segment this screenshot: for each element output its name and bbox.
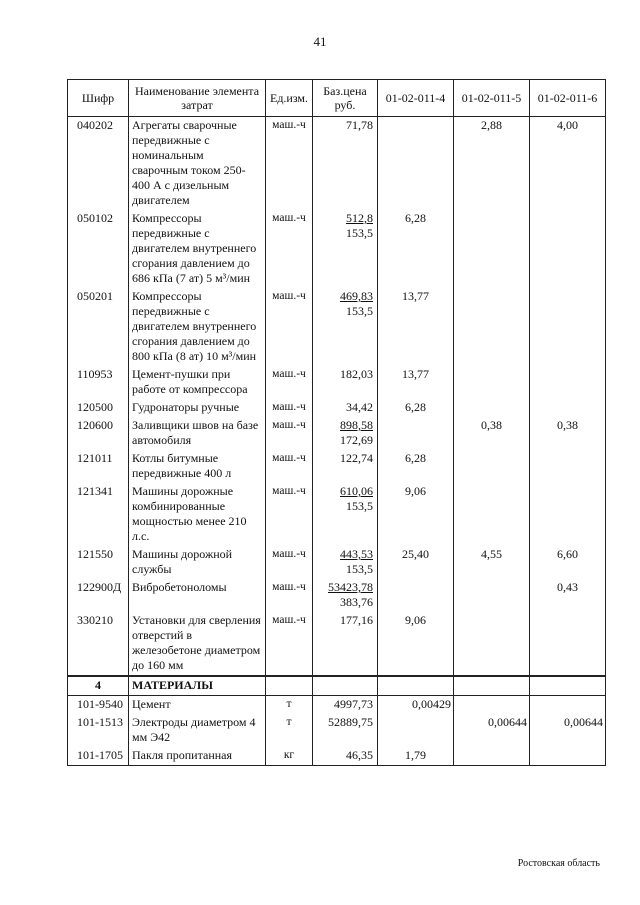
cell-col-c <box>530 483 606 546</box>
cell-code: 050102 <box>68 210 129 288</box>
price-value: 34,42 <box>346 400 373 414</box>
cell-col-c: 0,00644 <box>530 714 606 747</box>
cell-code: 122900Д <box>68 579 129 612</box>
cell-code: 050201 <box>68 288 129 366</box>
cell-col-b: 4,55 <box>454 546 530 579</box>
header-col-a: 01-02-011-4 <box>378 80 454 117</box>
cell-name: Компрессоры передвижные с двигателем внутреннего сгорания давлением до 686 кПа (7 ат) 5 м³/мин <box>129 210 266 288</box>
cell-col-a <box>378 417 454 450</box>
table-row <box>68 579 606 612</box>
price-secondary: 153,5 <box>346 226 373 240</box>
cell-code: 101-9540 <box>68 696 129 715</box>
cell-col-a: 6,28 <box>378 399 454 417</box>
cell-unit: маш.-ч <box>266 399 313 417</box>
price-value: 512,8 <box>346 211 373 225</box>
cell-col-b <box>454 450 530 483</box>
header-name: Наименование элемента затрат <box>129 80 266 117</box>
table-row <box>68 483 606 546</box>
cell-price <box>313 117 378 211</box>
cell-name: Машины дорожные комбинированные мощностью менее 210 л.с. <box>129 483 266 546</box>
header-col-c: 01-02-011-6 <box>530 80 606 117</box>
price-value: 610,06 <box>340 484 373 498</box>
cell-col-a: 6,28 <box>378 450 454 483</box>
table-row <box>68 288 606 366</box>
cell-unit: маш.-ч <box>266 210 313 288</box>
table-row <box>68 399 606 417</box>
cell-name: Заливщики швов на базе автомобиля <box>129 417 266 450</box>
price-secondary: 383,76 <box>340 595 373 609</box>
cell-col-c <box>530 210 606 288</box>
cell-col-b <box>454 696 530 715</box>
cell-name: Цемент-пушки при работе от компрессора <box>129 366 266 399</box>
cell-code: 330210 <box>68 612 129 676</box>
cell-price <box>313 288 378 366</box>
cell-col-c <box>530 612 606 676</box>
cell-col-c <box>530 747 606 766</box>
cell-unit: маш.-ч <box>266 417 313 450</box>
header-col-b: 01-02-011-5 <box>454 80 530 117</box>
cell-unit: маш.-ч <box>266 288 313 366</box>
cell-price <box>313 366 378 399</box>
cell-name: Агрегаты сварочные передвижные с номинальным сварочным током 250-400 А с дизельным двигателем <box>129 117 266 211</box>
cell-code: 040202 <box>68 117 129 211</box>
cell-col-a: 13,77 <box>378 288 454 366</box>
cell-name: Гудронаторы ручные <box>129 399 266 417</box>
price-value: 71,78 <box>346 118 373 132</box>
cell-name: Компрессоры передвижные с двигателем внутреннего сгорания давлением до 800 кПа (8 ат) 10 м³/мин <box>129 288 266 366</box>
cell-code: 101-1705 <box>68 747 129 766</box>
cell-unit: маш.-ч <box>266 546 313 579</box>
cell-col-c <box>530 366 606 399</box>
price-secondary: 153,5 <box>346 304 373 318</box>
cell-name: Котлы битумные передвижные 400 л <box>129 450 266 483</box>
header-price: Баз.цена руб. <box>313 80 378 117</box>
cell-code: 121341 <box>68 483 129 546</box>
cell-col-b: 0,00644 <box>454 714 530 747</box>
table-row <box>68 546 606 579</box>
cell-col-a: 1,79 <box>378 747 454 766</box>
cell-col-c: 4,00 <box>530 117 606 211</box>
cell-unit: т <box>266 696 313 715</box>
price-value: 182,03 <box>340 367 373 381</box>
price-value: 53423,78 <box>328 580 373 594</box>
cell-price <box>313 546 378 579</box>
table-row <box>68 117 606 211</box>
cell-col-c: 6,60 <box>530 546 606 579</box>
page-number: 41 <box>313 34 327 49</box>
cell-price: 4997,73 <box>313 696 378 715</box>
cell-col-b: 2,88 <box>454 117 530 211</box>
price-value: 898,58 <box>340 418 373 432</box>
header-code: Шифр <box>68 80 129 117</box>
cell-col-b: 0,38 <box>454 417 530 450</box>
cell-name: Вибробетоноломы <box>129 579 266 612</box>
cell-col-b <box>454 210 530 288</box>
price-value: 443,53 <box>340 547 373 561</box>
cell-col-c: 0,38 <box>530 417 606 450</box>
cell-code: 120600 <box>68 417 129 450</box>
table-row <box>68 696 606 715</box>
cell-price <box>313 483 378 546</box>
table-header-row <box>68 80 606 117</box>
cell-unit: кг <box>266 747 313 766</box>
cell-col-a <box>378 579 454 612</box>
cell-name: Пакля пропитанная <box>129 747 266 766</box>
cell-code: 120500 <box>68 399 129 417</box>
price-value: 122,74 <box>340 451 373 465</box>
cell-unit: маш.-ч <box>266 117 313 211</box>
cell-price <box>313 399 378 417</box>
cell-col-a <box>378 117 454 211</box>
cell-unit: маш.-ч <box>266 483 313 546</box>
table-row <box>68 714 606 747</box>
cell-col-c <box>530 399 606 417</box>
price-secondary: 153,5 <box>346 562 373 576</box>
cell-col-a: 25,40 <box>378 546 454 579</box>
table-row <box>68 366 606 399</box>
cell-col-c <box>530 288 606 366</box>
cell-col-c <box>530 450 606 483</box>
section-number: 4 <box>68 676 129 696</box>
table-row <box>68 612 606 676</box>
cell-name: Электроды диаметром 4 мм Э42 <box>129 714 266 747</box>
cell-code: 121550 <box>68 546 129 579</box>
cell-col-b <box>454 483 530 546</box>
table-body <box>68 117 606 766</box>
cell-col-b <box>454 288 530 366</box>
cell-col-a: 6,28 <box>378 210 454 288</box>
cell-price: 52889,75 <box>313 714 378 747</box>
cell-col-c <box>530 696 606 715</box>
cell-price <box>313 450 378 483</box>
cell-col-a: 9,06 <box>378 612 454 676</box>
header-unit: Ед.изм. <box>266 80 313 117</box>
cell-name: Цемент <box>129 696 266 715</box>
cell-col-a: 13,77 <box>378 366 454 399</box>
table-row <box>68 450 606 483</box>
cell-name: Машины дорожной службы <box>129 546 266 579</box>
cell-unit: маш.-ч <box>266 612 313 676</box>
cell-price <box>313 210 378 288</box>
cell-code: 101-1513 <box>68 714 129 747</box>
section-title: МАТЕРИАЛЫ <box>129 676 266 696</box>
cell-price: 46,35 <box>313 747 378 766</box>
cell-col-b <box>454 579 530 612</box>
table-row <box>68 747 606 766</box>
region-footer: Ростовская область <box>517 858 600 869</box>
table-row <box>68 210 606 288</box>
cell-name: Установки для сверления отверстий в железобетоне диаметром до 160 мм <box>129 612 266 676</box>
cell-col-a: 9,06 <box>378 483 454 546</box>
cell-price <box>313 612 378 676</box>
cell-unit: маш.-ч <box>266 579 313 612</box>
cell-price <box>313 417 378 450</box>
cell-price <box>313 579 378 612</box>
price-secondary: 153,5 <box>346 499 373 513</box>
cell-unit: маш.-ч <box>266 450 313 483</box>
section-header-row <box>68 676 606 696</box>
cell-col-c: 0,43 <box>530 579 606 612</box>
cell-col-b <box>454 747 530 766</box>
cell-col-a <box>378 714 454 747</box>
price-value: 469,83 <box>340 289 373 303</box>
cell-col-b <box>454 366 530 399</box>
cell-unit: маш.-ч <box>266 366 313 399</box>
price-secondary: 172,69 <box>340 433 373 447</box>
cell-col-a: 0,00429 <box>378 696 454 715</box>
resource-cost-table <box>67 79 606 766</box>
price-value: 177,16 <box>340 613 373 627</box>
table-row <box>68 417 606 450</box>
cell-col-b <box>454 399 530 417</box>
cell-code: 121011 <box>68 450 129 483</box>
cell-col-b <box>454 612 530 676</box>
cell-unit: т <box>266 714 313 747</box>
cell-code: 110953 <box>68 366 129 399</box>
